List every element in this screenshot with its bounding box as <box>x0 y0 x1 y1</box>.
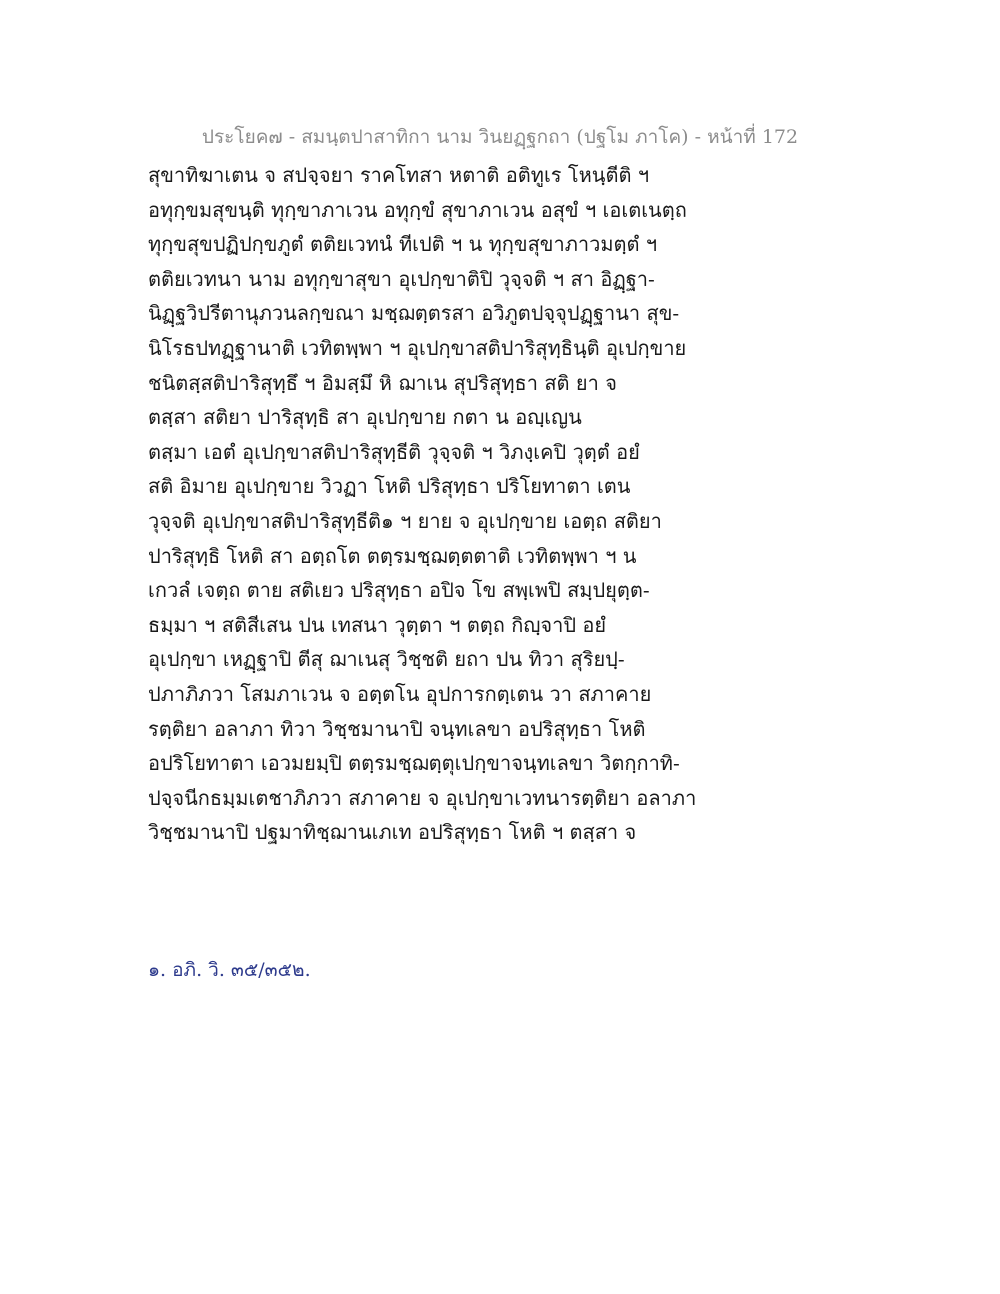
text-line: ชนิตสฺสติปาริสุทฺธึ ฯ อิมสฺมึ หิ ฌาเน สุปริสุทฺธา สติ ยา จ <box>148 370 617 395</box>
text-line: ตสฺมา เอตํ อุเปกฺขาสติปาริสุทฺธีติ วุจฺจติ ฯ วิภงฺเคปิ วุตฺตํ อยํ <box>148 439 640 464</box>
text-line: นิฏฺฐวิปรีตานุภวนลกฺขณา มชฺฌตฺตรสา อวิภูตปจฺจุปฏฺฐานา สุข- <box>148 301 680 326</box>
text-line: ตติยเวทนา นาม อทุกฺขาสุขา อุเปกฺขาติปิ วุจฺจติ ฯ สา อิฏฺฐา- <box>148 266 655 291</box>
text-line: ทุกฺขสุขปฏิปกฺขภูตํ ตติยเวทนํ ทีเปติ ฯ น ทุกฺขสุขาภาวมตฺตํ ฯ <box>148 232 658 257</box>
page-header: ประโยค๗ - สมนฺตปาสาทิกา นาม วินยฏฺฐกถา (ปฐโม ภาโค) - หน้าที่ 172 <box>201 126 799 148</box>
text-line: ปจฺจนีกธมฺมเตชาภิภวา สภาคาย จ อุเปกฺขาเวทนารตฺติยา อลาภา <box>148 785 697 810</box>
body-text <box>148 158 708 850</box>
text-line: วิชฺชมานาปิ ปฐมาทิชฺฌานเภเท อปริสุทฺธา โหติ ฯ ตสฺสา จ <box>148 820 637 845</box>
text-line: ตสฺสา สติยา ปาริสุทฺธิ สา อุเปกฺขาย กตา น อญฺเญน <box>148 405 582 430</box>
text-line: นิโรธปทฏฺฐานาติ เวทิตพฺพา ฯ อุเปกฺขาสติปาริสุทฺธินฺติ อุเปกฺขาย <box>148 335 687 360</box>
text-line: สุขาทิฆาเตน จ สปจฺจยา ราคโทสา หตาติ อติทูเร โหนฺตีติ ฯ <box>148 163 650 187</box>
text-line: เกวลํ เจตฺถ ตาย สติเยว ปริสุทฺธา อปิจ โข สพฺเพปิ สมฺปยุตฺต- <box>148 578 650 603</box>
text-line: วุจฺจติ อุเปกฺขาสติปาริสุทฺธีติ๑ ฯ ยาย จ อุเปกฺขาย เอตฺถ สติยา <box>148 508 662 533</box>
text-line: สติ อิมาย อุเปกฺขาย วิวฏา โหติ ปริสุทฺธา ปริโยทาตา เตน <box>148 474 631 499</box>
text-line: รตฺติยา อลาภา ทิวา วิชฺชมานาปิ จนฺทเลขา อปริสุทฺธา โหติ <box>148 716 646 741</box>
text-line: อทุกฺขมสุขนฺติ ทุกฺขาภาเวน อทุกฺขํ สุขาภาเวน อสุขํ ฯ เอเตเนตฺถ <box>148 197 687 222</box>
text-line: อปริโยทาตา เอวมยมฺปิ ตตฺรมชฺฌตฺตุเปกฺขาจนฺทเลขา วิตกฺกาทิ- <box>148 751 680 776</box>
text-line: ปาริสุทฺธิ โหติ สา อตฺถโต ตตฺรมชฺฌตฺตตาติ เวทิตพฺพา ฯ น <box>148 543 637 568</box>
text-line: ปภาภิภวา โสมภาเวน จ อตฺตโน อุปการกตฺเตน วา สภาคาย <box>148 681 652 706</box>
text-line: อุเปกฺขา เหฏฺฐาปิ ตีสุ ฌาเนสุ วิชฺชติ ยถา ปน ทิวา สุริยปฺ- <box>148 647 625 672</box>
footnote: ๑. อภิ. วิ. ๓๕/๓๕๒. <box>148 959 311 981</box>
text-line: ธมฺมา ฯ สติสีเสน ปน เทสนา วุตฺตา ฯ ตตฺถ กิญฺจาปิ อยํ <box>148 612 607 637</box>
